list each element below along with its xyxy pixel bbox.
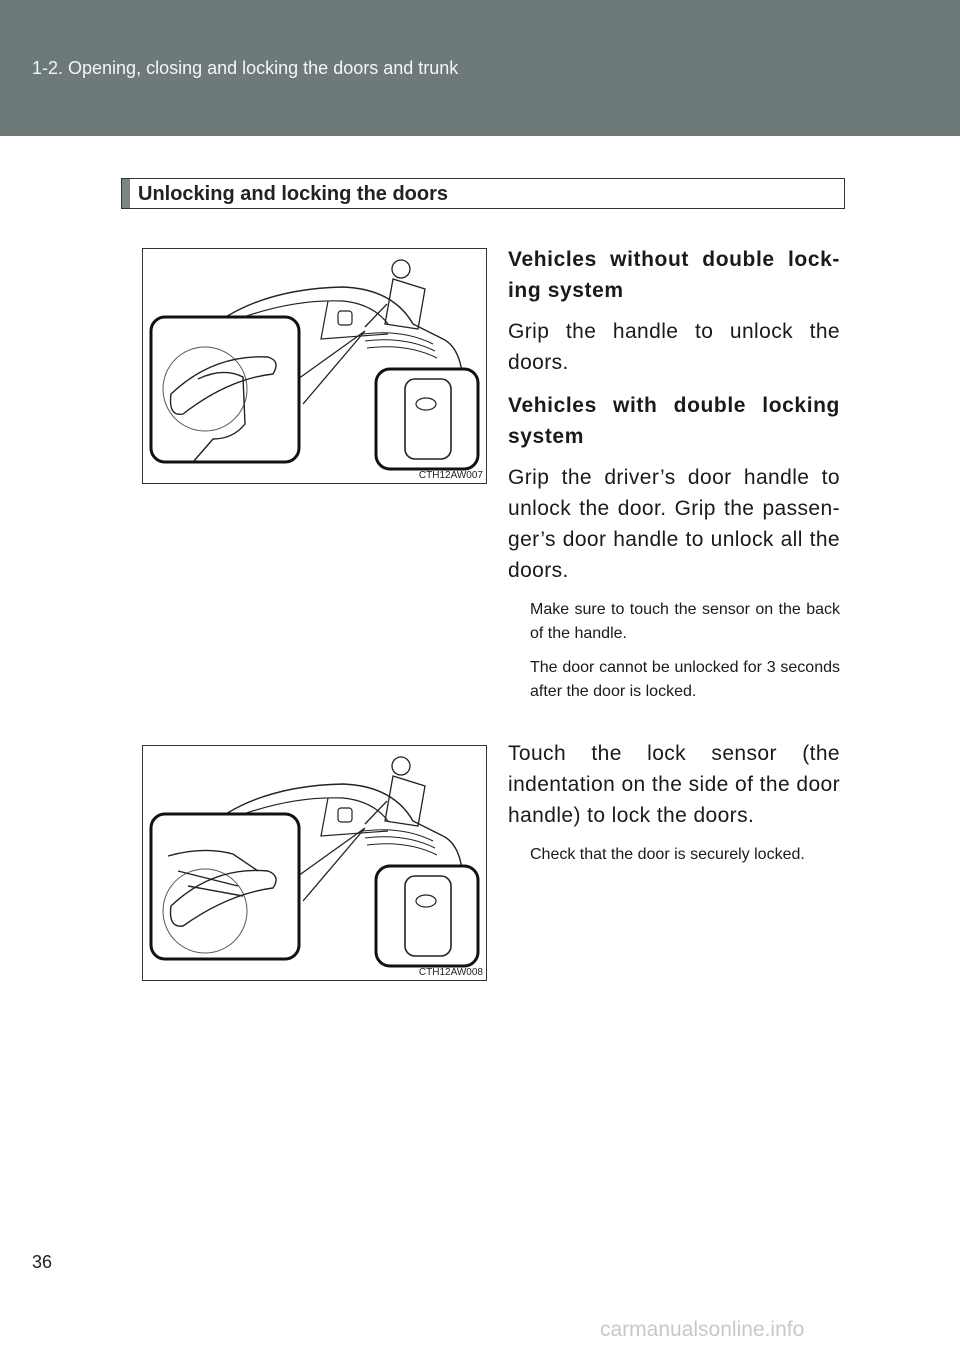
text-lock-doors: Touch the lock sensor (the indentation on the side of the door handle) to lock the doors. — [508, 742, 840, 827]
unlock-illustration-graphic — [143, 249, 486, 483]
unlock-instructions — [508, 244, 840, 704]
figure-code: CTH12AW008 — [418, 967, 483, 978]
lock-instructions — [508, 738, 840, 867]
unlock-note-delay: The door cannot be unlocked for 3 seconds after the door is locked. — [530, 659, 840, 700]
watermark: carmanualsonline.info — [600, 1318, 805, 1341]
subheading-without-double-locking: Vehicles without double lock-ing system — [508, 248, 840, 302]
figure-lock-illustration — [142, 745, 487, 981]
lock-illustration-graphic — [143, 746, 486, 980]
header-section-path: 1-2. Opening, closing and locking the doors and trunk — [32, 58, 459, 78]
unlock-note-sensor: Make sure to touch the sensor on the back of the handle. — [530, 601, 840, 642]
section-title: Unlocking and locking the doors — [138, 183, 449, 205]
figure-unlock-illustration — [142, 248, 487, 484]
page-number: 36 — [32, 1252, 53, 1272]
heading-accent-bar — [122, 179, 130, 208]
subheading-with-double-locking: Vehicles with double locking system — [508, 394, 840, 448]
text-with-double-locking: Grip the driver’s door handle to unlock the door. Grip the passen-ger’s door handle to unlock all the doors. — [508, 466, 840, 582]
section-heading — [121, 178, 845, 209]
lock-note-secure: Check that the door is securely locked. — [530, 846, 805, 863]
figure-code: CTH12AW007 — [418, 470, 483, 481]
text-without-double-locking: Grip the handle to unlock the doors. — [508, 320, 840, 374]
header-band — [0, 0, 960, 136]
